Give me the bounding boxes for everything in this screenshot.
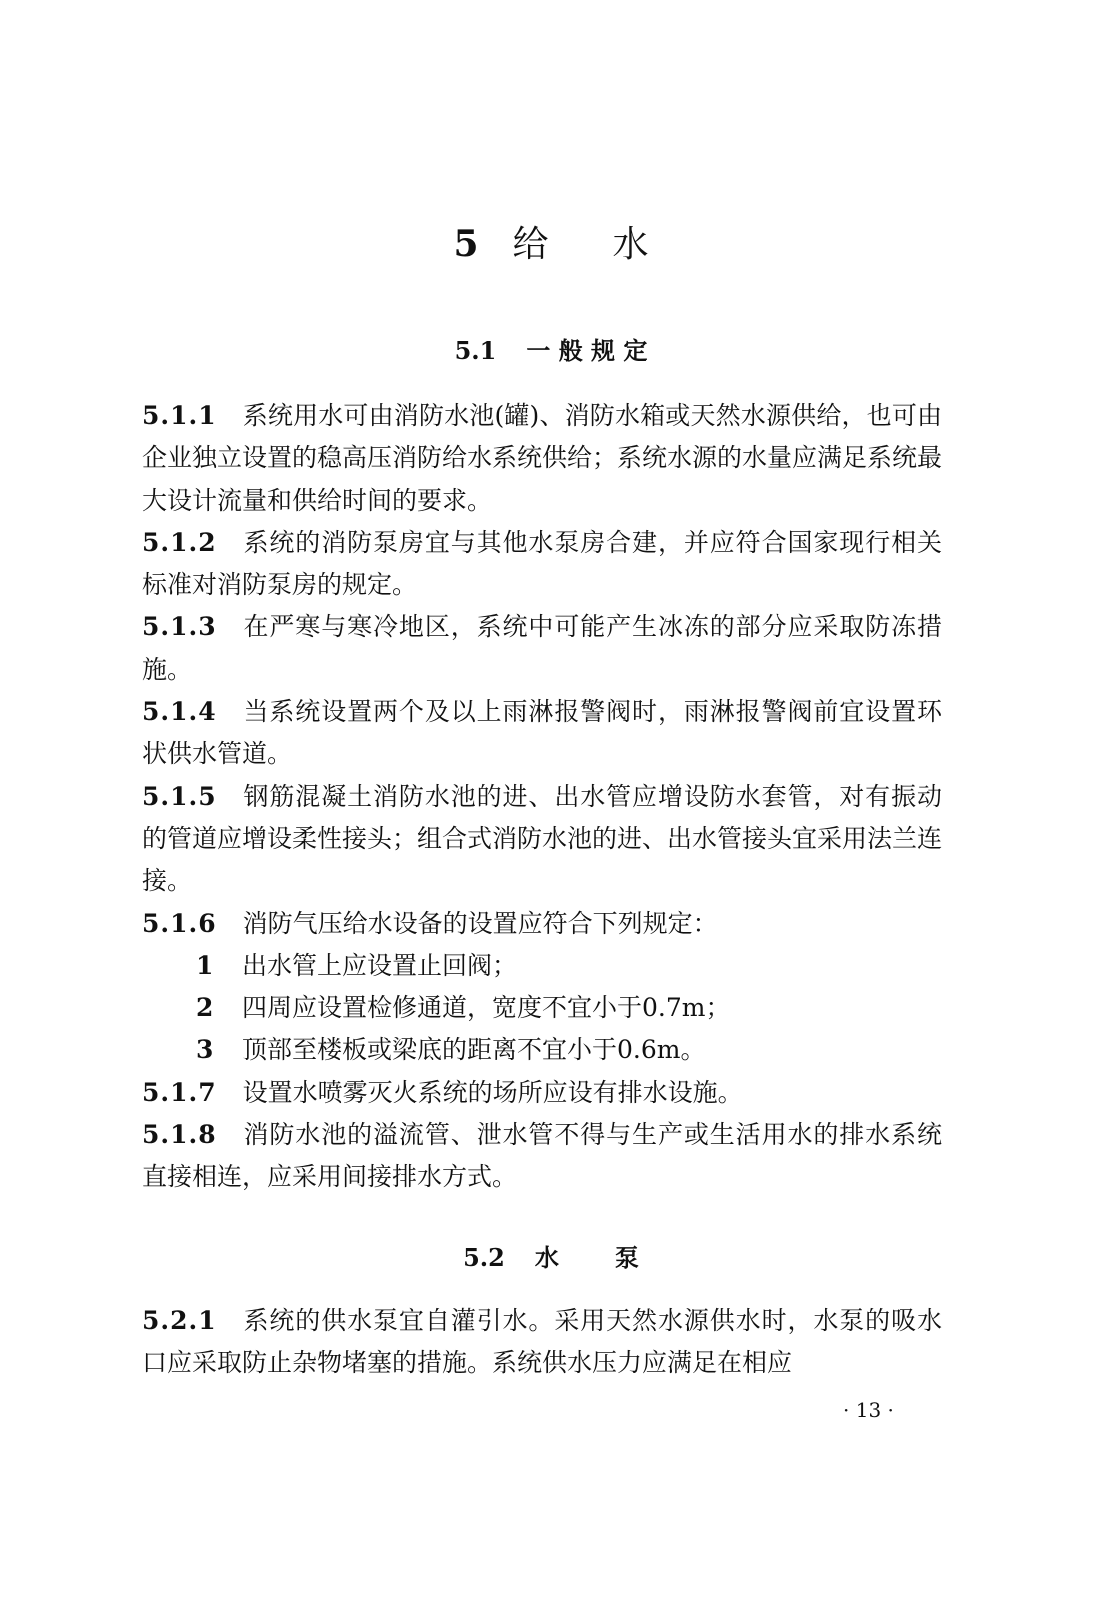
clause-text: 当系统设置两个及以上雨淋报警阀时，雨淋报警阀前宜设置环状供水管道。 <box>142 697 942 769</box>
clause-text: 设置水喷雾灭火系统的场所应设有排水设施。 <box>242 1077 743 1107</box>
clause-number: 5.1.3 <box>142 612 217 642</box>
chapter-title-part1: 给 <box>512 224 549 265</box>
clause-text: 消防水池的溢流管、泄水管不得与生产或生活用水的排水系统直接相连，应采用间接排水方式。 <box>142 1120 942 1192</box>
clause-number: 5.2.1 <box>142 1306 217 1335</box>
list-item <box>142 1029 942 1071</box>
page-number: · 13 · <box>843 1398 894 1422</box>
clause-5-1-7 <box>142 1072 942 1114</box>
clause-number: 5.1.5 <box>142 781 217 811</box>
chapter-title <box>0 218 1102 271</box>
clause-5-1-1 <box>142 395 942 522</box>
clause-text: 钢筋混凝土消防水池的进、出水管应增设防水套管，对有振动的管道应增设柔性接头；组合式消防水池的进、出水管接头宜采用法兰连接。 <box>142 781 943 896</box>
item-text: 四周应设置检修通道，宽度不宜小于0.7m； <box>242 993 731 1023</box>
item-text: 出水管上应设置止回阀； <box>242 950 518 980</box>
clause-text: 系统用水可由消防水池(罐)、消防水箱或天然水源供给，也可由企业独立设置的稳高压消防给水系统供给；系统水源的水量应满足系统最大设计流量和供给时间的要求。 <box>142 401 943 515</box>
item-text: 顶部至楼板或梁底的距离不宜小于0.6m。 <box>242 1035 706 1065</box>
section-title-5-2 <box>0 1240 1102 1276</box>
clause-number: 5.1.2 <box>142 527 217 557</box>
list-item <box>142 945 942 987</box>
clause-5-2-1 <box>142 1300 942 1385</box>
clause-number: 5.1.4 <box>142 697 217 727</box>
clause-text: 消防气压给水设备的设置应符合下列规定： <box>242 908 718 938</box>
chapter-number: 5 <box>453 223 479 265</box>
item-number: 1 <box>196 950 214 980</box>
clause-5-1-4 <box>142 691 942 776</box>
clause-5-1-5 <box>142 776 942 903</box>
clause-number: 5.1.1 <box>142 401 217 430</box>
clause-5-1-6 <box>142 903 942 945</box>
clause-text: 系统的供水泵宜自灌引水。采用天然水源供水时，水泵的吸水口应采取防止杂物堵塞的措施。系统供水压力应满足在相应 <box>142 1306 942 1378</box>
clause-number: 5.1.6 <box>142 908 217 938</box>
clause-number: 5.1.8 <box>142 1120 217 1150</box>
section-5-2-body <box>142 1300 942 1385</box>
clause-5-1-8 <box>142 1114 942 1199</box>
clause-number: 5.1.7 <box>142 1077 217 1107</box>
section-title-5-1 <box>0 333 1102 369</box>
item-number: 3 <box>196 1035 214 1065</box>
section-number: 5.2 <box>463 1243 505 1272</box>
section-heading: 一 般 规 定 <box>526 336 648 365</box>
clause-5-1-2 <box>142 522 942 607</box>
section-5-1-body <box>142 395 942 1199</box>
section-heading-part2: 泵 <box>614 1243 639 1272</box>
clause-5-1-3 <box>142 606 942 691</box>
chapter-title-part2: 水 <box>612 224 649 265</box>
item-number: 2 <box>196 993 214 1023</box>
clause-text: 在严寒与寒冷地区，系统中可能产生冰冻的部分应采取防冻措施。 <box>142 612 942 684</box>
clause-text: 系统的消防泵房宜与其他水泵房合建，并应符合国家现行相关标准对消防泵房的规定。 <box>142 527 942 600</box>
section-heading-part1: 水 <box>534 1243 559 1272</box>
list-item <box>142 987 942 1029</box>
section-number: 5.1 <box>454 336 497 365</box>
